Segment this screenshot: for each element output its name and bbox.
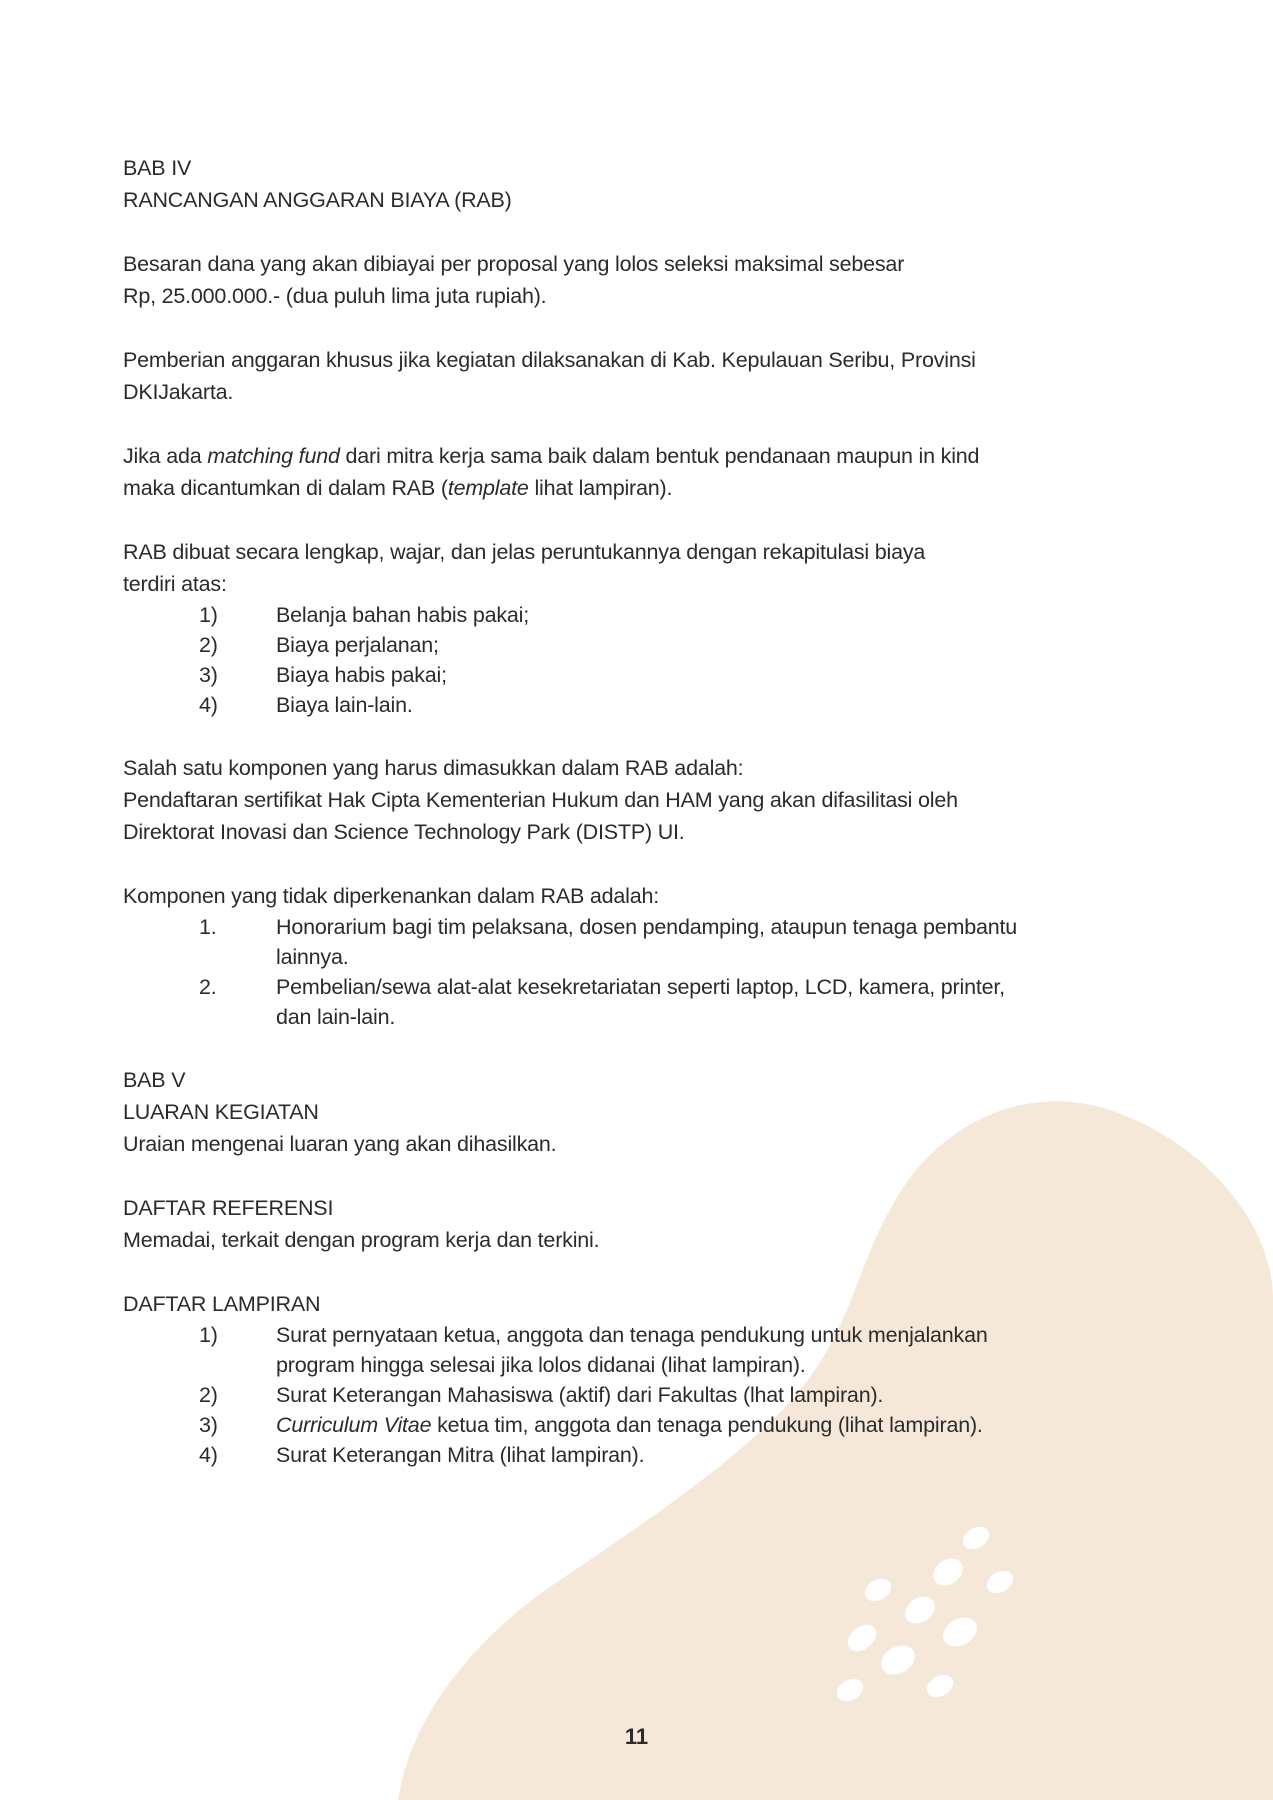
list-item-text: ketua tim, anggota dan tenaga pendukung (lihat lampiran). (431, 1413, 983, 1437)
paragraph-line: Pendaftaran sertifikat Hak Cipta Kementerian Hukum dan HAM yang akan difasilitasi oleh (123, 788, 958, 812)
list-item-text: dan lain-lain. (276, 1005, 396, 1029)
list-item-text: lainnya. (276, 945, 349, 969)
chapter-heading: BAB V (123, 1068, 186, 1092)
paragraph-funding-amount (123, 248, 1163, 312)
list-number: 1) (199, 603, 218, 627)
list-item (123, 1440, 1163, 1470)
paragraph-references: Memadai, terkait dengan program kerja dan terkini. (123, 1228, 600, 1252)
list-item-text: Pembelian/sewa alat-alat kesekretariatan seperti laptop, LCD, kamera, printer, (276, 975, 1005, 999)
list-item-text: Belanja bahan habis pakai; (276, 603, 529, 627)
paragraph-line: RAB dibuat secara lengkap, wajar, dan jelas peruntukannya dengan rekapitulasi biaya (123, 540, 926, 564)
list-item (123, 630, 1163, 660)
list-item-text: Honorarium bagi tim pelaksana, dosen pendamping, ataupun tenaga pembantu (276, 915, 1018, 939)
list-number: 2) (199, 633, 218, 657)
list-item (123, 972, 1163, 1032)
list-item-text: Biaya habis pakai; (276, 663, 447, 687)
list-item (123, 1410, 1163, 1440)
list-item (123, 690, 1163, 720)
list-item-text: program hingga selesai jika lolos didanai (lihat lampiran). (276, 1353, 806, 1377)
italic-term: Curriculum Vitae (276, 1413, 432, 1437)
list-item-text: Surat Keterangan Mitra (lihat lampiran). (276, 1443, 645, 1467)
chapter-heading: BAB IV (123, 156, 192, 180)
list-number: 2) (199, 1383, 218, 1407)
list-item-text: Surat Keterangan Mahasiswa (aktif) dari Fakultas (lhat lampiran). (276, 1383, 884, 1407)
list-item (123, 1320, 1163, 1380)
list-number: 1. (199, 915, 217, 939)
paragraph-line: terdiri atas: (123, 572, 227, 596)
paragraph-outputs: Uraian mengenai luaran yang akan dihasilkan. (123, 1132, 557, 1156)
list-item-text: Surat pernyataan ketua, anggota dan tenaga pendukung untuk menjalankan (276, 1323, 988, 1347)
paragraph-line: DKIJakarta. (123, 380, 234, 404)
list-number: 3) (199, 1413, 218, 1437)
list-item (123, 912, 1163, 972)
list-item (123, 660, 1163, 690)
paragraph-line: Rp, 25.000.000.- (dua puluh lima juta rupiah). (123, 284, 547, 308)
paragraph-rab-composition (123, 536, 1163, 600)
list-item-text: Biaya perjalanan; (276, 633, 439, 657)
document-body (123, 152, 1163, 1470)
paragraph-matching-fund (123, 440, 1163, 504)
paragraph-excluded-components: Komponen yang tidak diperkenankan dalam RAB adalah: (123, 884, 660, 908)
list-item-text: Biaya lain-lain. (276, 693, 413, 717)
excluded-items-list (123, 912, 1163, 1032)
italic-term: template (447, 476, 529, 500)
paragraph-required-component (123, 752, 1163, 848)
list-number: 4) (199, 1443, 218, 1467)
list-item (123, 600, 1163, 630)
cost-items-list (123, 600, 1163, 720)
paragraph-line: Besaran dana yang akan dibiayai per proposal yang lolos seleksi maksimal sebesar (123, 252, 905, 276)
chapter-title: LUARAN KEGIATAN (123, 1100, 319, 1124)
list-number: 1) (199, 1323, 218, 1347)
text-run: dari mitra kerja sama baik dalam bentuk pendanaan maupun in kind (339, 444, 980, 468)
list-number: 2. (199, 975, 217, 999)
text-run: lihat lampiran). (528, 476, 673, 500)
list-item (123, 1380, 1163, 1410)
paragraph-line: Pemberian anggaran khusus jika kegiatan dilaksanakan di Kab. Kepulauan Seribu, Provinsi (123, 348, 976, 372)
paragraph-special-budget (123, 344, 1163, 408)
text-run: maka dicantumkan di dalam RAB ( (123, 476, 448, 500)
text-run: Jika ada (123, 444, 208, 468)
italic-term: matching fund (207, 444, 340, 468)
list-number: 3) (199, 663, 218, 687)
paragraph-line: Direktorat Inovasi dan Science Technology Park (DISTP) UI. (123, 820, 685, 844)
section-title-attachments: DAFTAR LAMPIRAN (123, 1292, 321, 1316)
paragraph-line: Salah satu komponen yang harus dimasukkan dalam RAB adalah: (123, 756, 744, 780)
section-title-references: DAFTAR REFERENSI (123, 1196, 334, 1220)
chapter-title: RANCANGAN ANGGARAN BIAYA (RAB) (123, 188, 512, 212)
page-number: 11 (624, 1724, 649, 1749)
list-number: 4) (199, 693, 218, 717)
attachments-list (123, 1320, 1163, 1470)
